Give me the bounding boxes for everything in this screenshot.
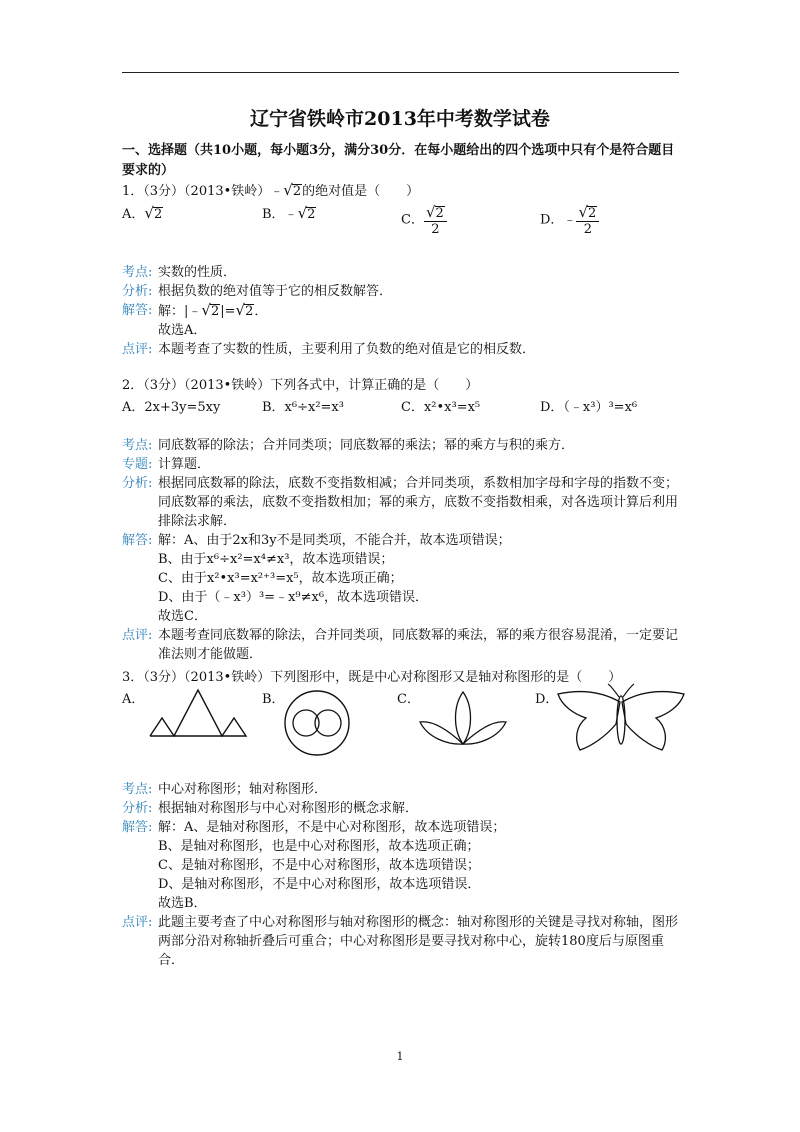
- q1-stem: 1．（3分）（2013•铁岭）﹣√2的绝对值是（ ）: [122, 181, 420, 199]
- q2-stem: 2．（3分）（2013•铁岭）下列各式中，计算正确的是（ ）: [122, 378, 479, 393]
- q3-option-a: A．: [122, 692, 145, 707]
- q3-option-b: B．: [262, 692, 285, 707]
- q2-option-d: D．（﹣x³）³=x⁶: [540, 400, 638, 415]
- q1-option-d: D．﹣ $\frac{√2}{2}$: [540, 203, 599, 237]
- header-rule: [122, 72, 679, 73]
- q2-option-c: C．x²•x³=x⁵: [401, 400, 481, 415]
- q3-figure-c: [418, 690, 508, 748]
- q3-option-c: C．: [397, 692, 420, 707]
- q3-figure-d: [556, 684, 686, 756]
- q3-solution: 考点: 中心对称图形；轴对称图形． 分析: 根据轴对称图形与中心对称图形的概念求解． 解答: 解：A、是轴对称图形，不是中心对称图形，故本选项错误； B、是轴对称图形，也是中心对称图形，故本选项正确； C、是轴对称图形，不是中心对称图形，故本选项错误； D、是轴对称图形，不是中心对称图形，故本选项错误． 故选B． 点评: 此题主要考查了中心对称图形与轴对称图形的概念：轴对称图形的关键是寻找对称轴，图形两部分沿对称轴折叠后可重合；中心对称图形是要寻找对称中心，旋转180度后与原图重合．: [122, 782, 679, 968]
- q2-option-a: A．2x+3y=5xy: [122, 400, 221, 415]
- q3-option-d: D．: [535, 692, 559, 707]
- q3-figure-b: [282, 688, 352, 758]
- q2-solution: 考点: 同底数幂的除法；合并同类项；同底数幂的乘法；幂的乘方与积的乘方． 专题: 计算题． 分析: 根据同底数幂的除法，底数不变指数相减；合并同类项，系数相加字母和字母的指数不变；同底数幂的乘法，底数不变指数相加；幂的乘方，底数不变指数相乘，对各选项计算后利用排除法求解． 解答: 解：A、由于2x和3y不是同类项，不能合并，故本选项错误； B、由于x⁶÷x²=x⁴≠x³，故本选项错误； C、由于x²•x³=x²⁺³=x⁵，故本选项正确； D、由于（﹣x³）³=﹣x⁹≠x⁶，故本选项错误． 故选C． 点评: 本题考查同底数幂的除法，合并同类项，同底数幂的乘法，幂的乘方很容易混淆，一定要记准法则才能做题．: [122, 438, 679, 662]
- q1-solution: 考点: 实数的性质． 分析: 根据负数的绝对值等于它的相反数解答． 解答: 解：|﹣√2|=√2． 故选A． 点评: 本题考查了实数的性质，主要利用了负数的绝对值是它的相反数．: [122, 265, 536, 357]
- q1-option-c: C． $\frac{√2}{2}$: [401, 203, 447, 237]
- q1-option-a: A．√2: [122, 204, 163, 222]
- page-title: 辽宁省铁岭市2013年中考数学试卷: [250, 108, 550, 130]
- question-1: [122, 181, 682, 201]
- q3-stem: 3．（3分）（2013•铁岭）下列图形中，既是中心对称图形又是轴对称图形的是（ ）: [122, 670, 622, 685]
- q2-option-b: B．x⁶÷x²=x³: [262, 400, 344, 415]
- q3-figure-a: [148, 688, 253, 738]
- page-number: 1: [396, 1050, 404, 1063]
- section-heading: 一、选择题（共10小题，每小题3分，满分30分．在每小题给出的四个选项中只有个是符合题目要求的）: [122, 143, 675, 178]
- q1-option-b: B．﹣√2: [262, 204, 316, 222]
